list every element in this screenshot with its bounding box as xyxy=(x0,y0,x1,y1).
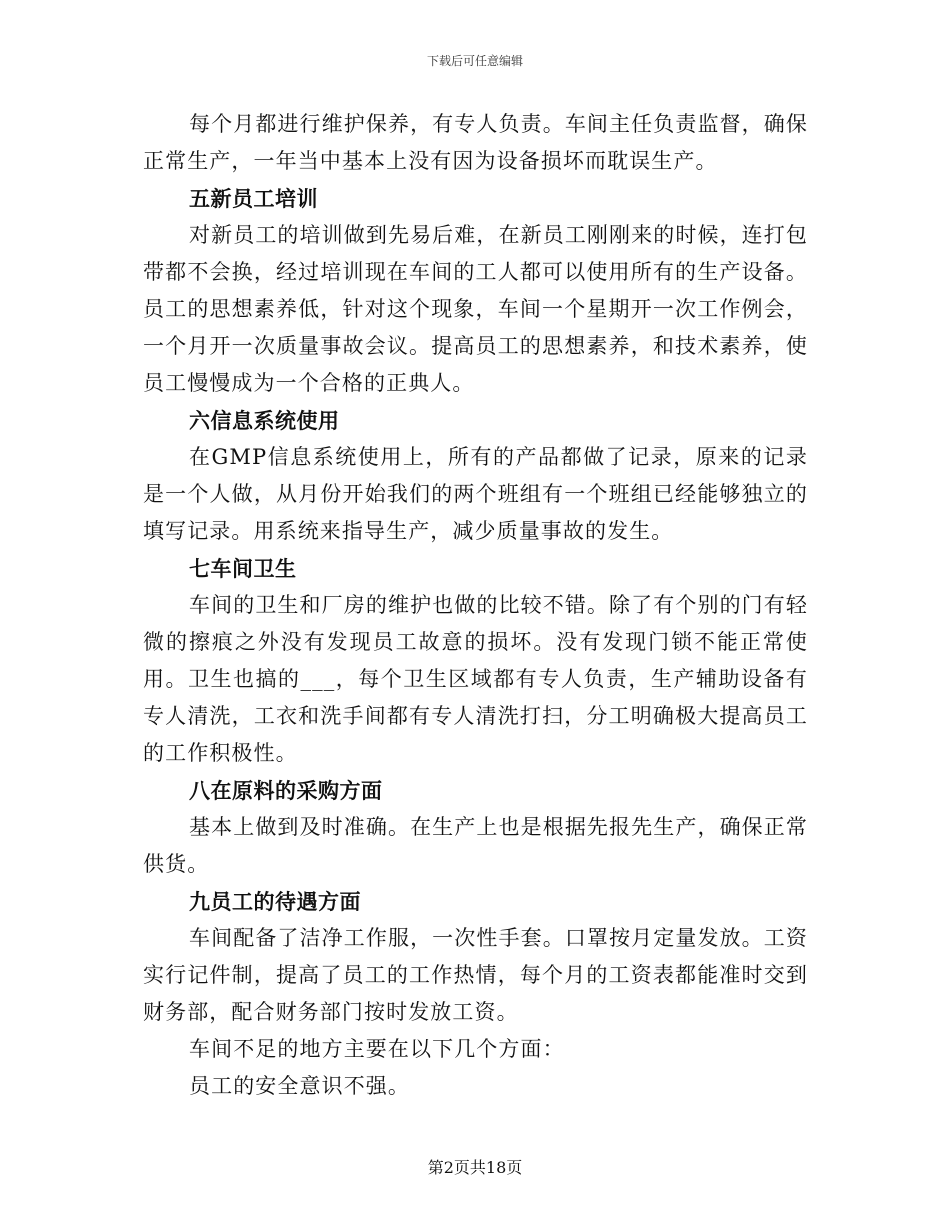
paragraph: 车间的卫生和厂房的维护也做的比较不错。除了有个别的门有轻微的擦痕之外没有发现员工故意的损坏。没有发现门锁不能正常使用。卫生也搞的___，每个卫生区域都有专人负责，生产辅助设备有专人清洗，工衣和洗手间都有专人清洗打扫，分工明确极大提高员工的工作积极性。 xyxy=(143,593,808,765)
paragraph: 车间不足的地方主要在以下几个方面： xyxy=(189,1037,565,1061)
section-heading: 八在原料的采购方面 xyxy=(189,778,383,803)
paragraph: 基本上做到及时准确。在生产上也是根据先报先生产，确保正常供货。 xyxy=(143,815,808,876)
paragraph: 在GMP信息系统使用上，所有的产品都做了记录，原来的记录是一个人做，从月份开始我们的两个班组有一个班组已经能够独立的填写记录。用系统来指导生产，减少质量事故的发生。 xyxy=(143,445,808,543)
page-header: 下载后可任意编辑 xyxy=(426,54,523,68)
section-heading: 六信息系统使用 xyxy=(189,408,340,433)
paragraph: 车间配备了洁净工作服，一次性手套。口罩按月定量发放。工资实行记件制，提高了员工的工作热情，每个月的工资表都能准时交到财务部，配合财务部门按时发放工资。 xyxy=(143,926,808,1024)
section-heading: 九员工的待遇方面 xyxy=(189,889,361,914)
section-heading: 五新员工培训 xyxy=(189,186,318,211)
paragraph: 每个月都进行维护保养，有专人负责。车间主任负责监督，确保正常生产，一年当中基本上没有因为设备损坏而耽误生产。 xyxy=(143,112,808,173)
page-number: 第2页共18页 xyxy=(427,1158,523,1177)
paragraph: 对新员工的培训做到先易后难，在新员工刚刚来的时候，连打包带都不会换，经过培训现在车间的工人都可以使用所有的生产设备。员工的思想素养低，针对这个现象，车间一个星期开一次工作例会，一个月开一次质量事故会议。提高员工的思想素养，和技术素养，使员工慢慢成为一个合格的正典人。 xyxy=(143,223,808,395)
document-body xyxy=(143,106,808,1105)
section-heading: 七车间卫生 xyxy=(189,556,297,581)
paragraph: 员工的安全意识不强。 xyxy=(189,1074,410,1098)
